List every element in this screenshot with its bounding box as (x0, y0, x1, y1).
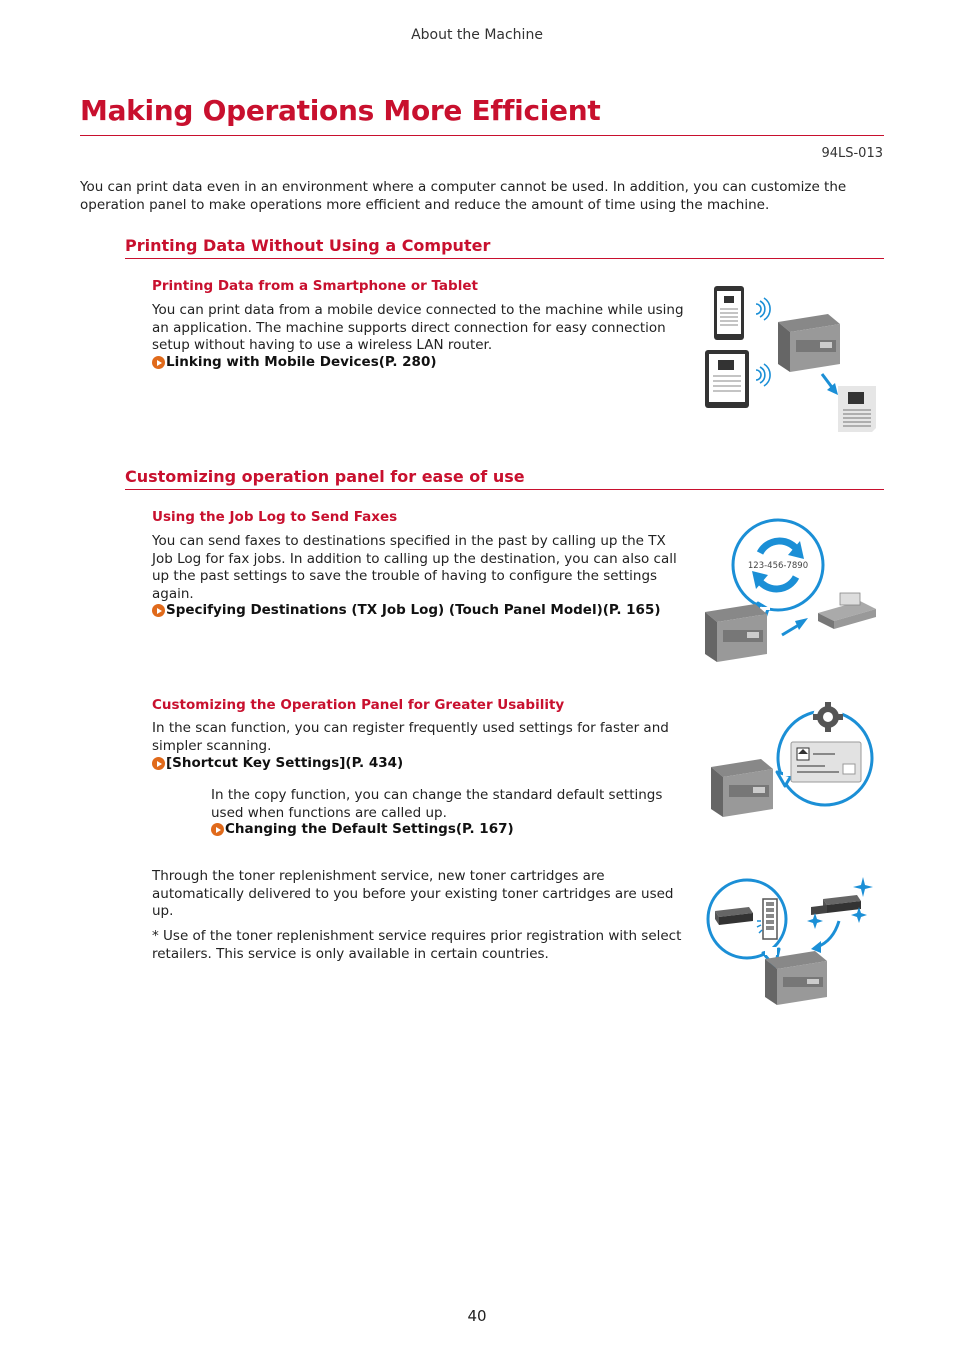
title-rule (80, 135, 884, 136)
arrow-circle-icon (152, 757, 165, 770)
subsection-body: You can send faxes to destinations specified in the past by calling up the TX Job Log for fax jobs. In addition to calling up the destination, you can also call up the past settings to save the trouble of having to configure the settings again. (152, 533, 677, 602)
subsection-heading: Printing Data from a Smartphone or Tablet (152, 278, 478, 294)
toner-replenishment-illustration (705, 875, 885, 1010)
running-header: About the Machine (411, 27, 543, 43)
fax-number-text: 123-456-7890 (747, 561, 809, 571)
section-heading: Printing Data Without Using a Computer (125, 236, 491, 255)
cross-reference-link[interactable]: Linking with Mobile Devices(P. 280) (152, 354, 437, 372)
custom-panel-illustration (705, 700, 885, 825)
subsection-body: In the scan function, you can register frequently used settings for faster and simpler scanning. (152, 720, 669, 754)
section-rule (125, 489, 884, 490)
arrow-circle-icon (211, 823, 224, 836)
subsection-heading: Using the Job Log to Send Faxes (152, 509, 398, 525)
toner-service-note: * Use of the toner replenishment service requires prior registration with select retailers. This service is only available in certain countries. (152, 928, 682, 962)
page-title: Making Operations More Efficient (80, 94, 601, 127)
page-number: 40 (467, 1307, 487, 1325)
subsection-heading: Customizing the Operation Panel for Greater Usability (152, 697, 565, 713)
mobile-printing-illustration (700, 282, 885, 437)
section-heading: Customizing operation panel for ease of use (125, 467, 525, 486)
arrow-circle-icon (152, 356, 165, 369)
subsection-body: You can print data from a mobile device connected to the machine while using an application. The machine supports direct connection for easy connection setup without having to use a wireless LAN router. (152, 302, 684, 353)
toner-service-body: Through the toner replenishment service, new toner cartridges are automatically delivered to you before your existing toner cartridges are used up. (152, 868, 674, 919)
document-id: 94LS-013 (821, 146, 883, 161)
arrow-circle-icon (152, 604, 165, 617)
fax-job-log-illustration (700, 515, 885, 665)
cross-reference-link[interactable]: Changing the Default Settings(P. 167) (211, 821, 514, 839)
subsection-sub-body: In the copy function, you can change the standard default settings used when functions are called up. (211, 787, 663, 821)
section-rule (125, 258, 884, 259)
cross-reference-link[interactable]: Specifying Destinations (TX Job Log) (Touch Panel Model)(P. 165) (152, 602, 661, 620)
cross-reference-link[interactable]: [Shortcut Key Settings](P. 434) (152, 755, 403, 773)
intro-paragraph: You can print data even in an environment where a computer cannot be used. In addition, you can customize the operation panel to make operations more efficient and reduce the amount of time using the machine. (80, 179, 847, 213)
